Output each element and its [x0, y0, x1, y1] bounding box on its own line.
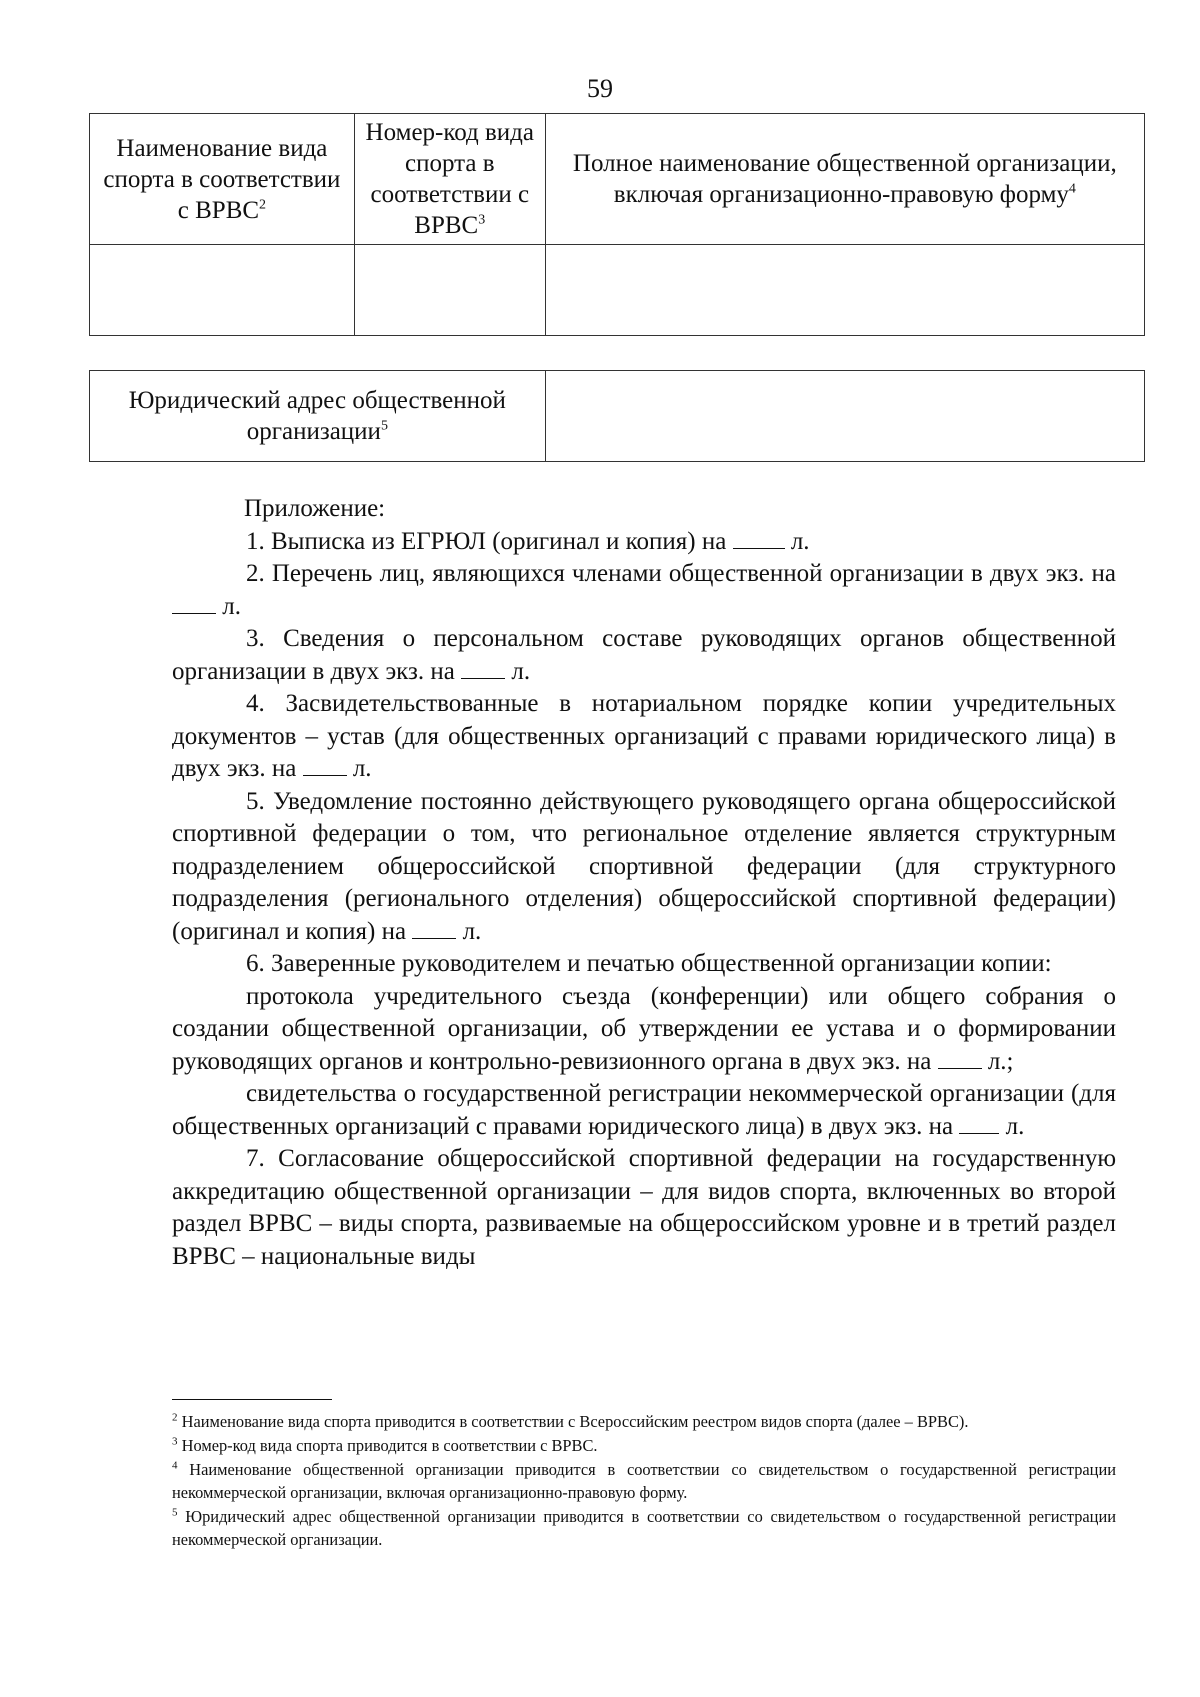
sport-name-cell[interactable]	[90, 245, 355, 336]
footnote-divider	[172, 1399, 332, 1400]
attachment-list	[172, 493, 1116, 1273]
page-number: 59	[587, 74, 613, 103]
legal-address-table	[89, 370, 1145, 462]
footnote: $^3$ Номер-код вида спорта приводится в соответствии с ВРВС.	[172, 1435, 598, 1455]
footnotes	[172, 1410, 1116, 1552]
header-sport-code: Номер-код вида спорта в соответствии с ВРВС$^3$	[354, 114, 545, 245]
attachment-title: Приложение:	[244, 495, 386, 522]
attachment-item: 7. Согласование общероссийской спортивной федерации на государственную аккредитацию общественной организации – для видов спорта, включенных во второй раздел ВРВС – виды спорта, развиваемые на общероссийском уровне и в третий раздел ВРВС – национальные виды	[172, 1145, 1116, 1270]
header-sport-name: Наименование вида спорта в соответствии с ВРВС$^2$	[90, 114, 355, 245]
attachment-item: 4. Засвидетельствованные в нотариальном порядке копии учредительных документов – устав (для общественных организаций с правами юридического лица) в двух экз. на л.	[172, 690, 1116, 782]
attachment-item: 5. Уведомление постоянно действующего руководящего органа общероссийской спортивной федерации о том, что региональное отделение является структурным подразделением общероссийской спортивной федерации (для структурного подразделения (регионального отделения) общероссийской спортивной федерации) (оригинал и копия) на л.	[172, 787, 1116, 945]
table-header-row	[90, 114, 1145, 245]
sheet-count-blank[interactable]	[461, 660, 505, 679]
footnote: $^5$ Юридический адрес общественной организации приводится в соответствии со свидетельством о государственной регистрации некоммерческой организации.	[172, 1506, 1116, 1549]
header-organization-name: Полное наименование общественной организации, включая организационно-правовую форму$^4$	[545, 114, 1144, 245]
sheet-count-blank[interactable]	[938, 1050, 982, 1069]
sheet-count-blank[interactable]	[172, 595, 216, 614]
sport-code-cell[interactable]	[354, 245, 545, 336]
organization-name-cell[interactable]	[545, 245, 1144, 336]
sheet-count-blank[interactable]	[412, 920, 456, 939]
legal-address-label: Юридический адрес общественной организации$^5$	[90, 371, 546, 462]
attachment-item: 3. Сведения о персональном составе руководящих органов общественной организации в двух экз. на л.	[172, 625, 1116, 685]
table-row	[90, 371, 1145, 462]
attachment-item: 2. Перечень лиц, являющихся членами общественной организации в двух экз. на л.	[172, 558, 1116, 623]
sheet-count-blank[interactable]	[959, 1115, 999, 1134]
attachment-item: 1. Выписка из ЕГРЮЛ (оригинал и копия) на л.	[246, 527, 810, 555]
attachment-item: 6. Заверенные руководителем и печатью общественной организации копии:	[246, 950, 1052, 977]
table-row	[90, 245, 1145, 336]
sheet-count-blank[interactable]	[303, 757, 347, 776]
footnote-ref: 5	[380, 418, 388, 434]
footnote: $^2$ Наименование вида спорта приводится в соответствии с Всероссийским реестром видов спорта (далее – ВРВС).	[172, 1411, 969, 1431]
footnote-ref: 3	[478, 212, 486, 228]
sport-info-table	[89, 113, 1145, 336]
footnote: $^4$ Наименование общественной организации приводится в соответствии со свидетельством о государственной регистрации некоммерческой организации, включая организационно-правовую форму.	[172, 1459, 1116, 1502]
attachment-subitem: свидетельства о государственной регистрации некоммерческой организации (для общественных организаций с правами юридического лица) в двух экз. на л.	[172, 1080, 1116, 1140]
attachment-subitem: протокола учредительного съезда (конференции) или общего собрания о создании общественной организации, об утверждении ее устава и о формировании руководящих органов и контрольно-ревизионного органа в двух экз. на л.;	[172, 982, 1116, 1075]
legal-address-cell[interactable]	[545, 371, 1144, 462]
footnote-ref: 4	[1068, 181, 1076, 197]
sheet-count-blank[interactable]	[733, 530, 785, 549]
footnote-ref: 2	[259, 197, 267, 213]
